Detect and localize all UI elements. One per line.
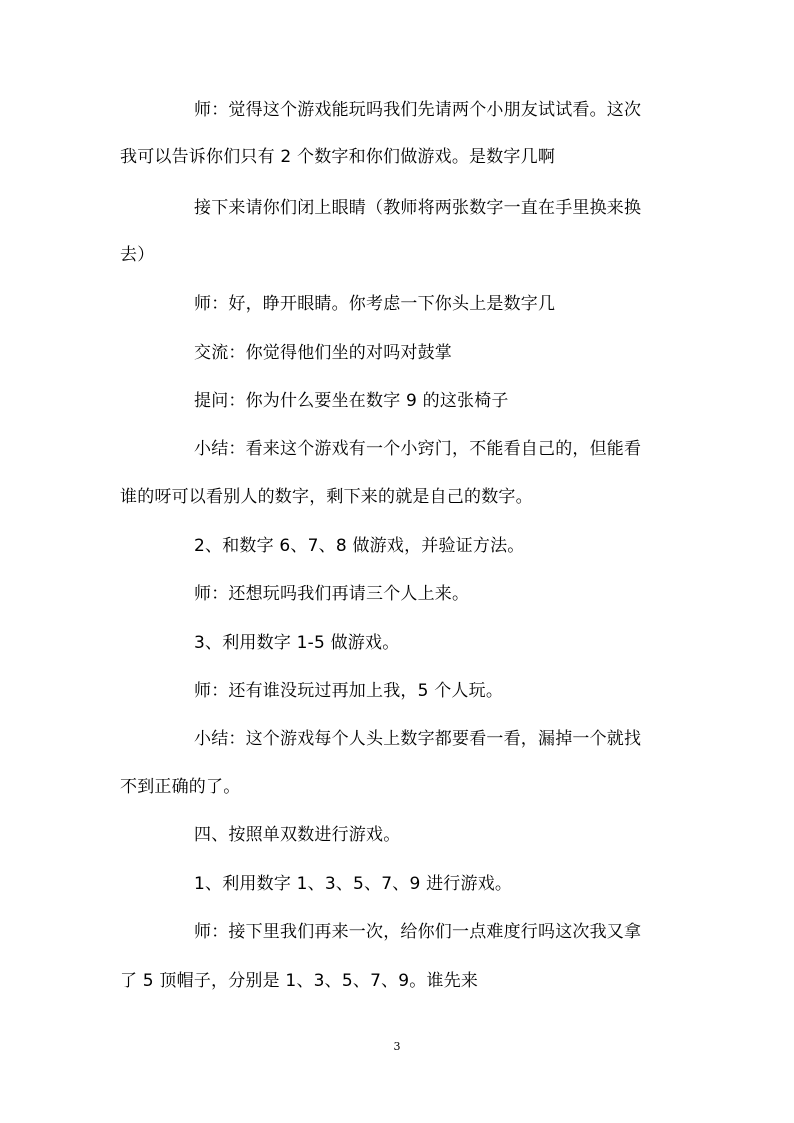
text-line-15: 不到正确的了。 [120,777,241,797]
text-line-13: 师：还有谁没玩过再加上我，5 个人玩。 [194,681,504,701]
text-line-16: 四、按照单双数进行游戏。 [194,825,401,845]
text-line-7: 提问：你为什么要坐在数字 9 的这张椅子 [194,391,509,411]
text-line-2: 我可以告诉你们只有 2 个数字和你们做游戏。是数字几啊 [120,147,556,167]
page-number: 3 [393,1040,401,1053]
text-line-18: 师：接下里我们再来一次，给你们一点难度行吗这次我又拿 [194,922,642,942]
text-line-14: 小结：这个游戏每个人头上数字都要看一看，漏掉一个就找 [194,729,642,749]
text-line-10: 2、和数字 6、7、8 做游戏，并验证方法。 [194,536,525,556]
text-line-12: 3、利用数字 1-5 做游戏。 [194,633,400,653]
text-line-11: 师：还想玩吗我们再请三个人上来。 [194,584,470,604]
text-line-6: 交流：你觉得他们坐的对吗对鼓掌 [194,343,452,363]
text-line-1: 师：觉得这个游戏能玩吗我们先请两个小朋友试试看。这次 [194,100,642,120]
text-line-8: 小结：看来这个游戏有一个小窍门，不能看自己的，但能看 [194,439,642,459]
text-line-9: 谁的呀可以看别人的数字，剩下来的就是自己的数字。 [120,487,533,507]
text-line-5: 师：好，睁开眼睛。你考虑一下你头上是数字几 [194,294,556,314]
text-line-17: 1、利用数字 1、3、5、7、9 进行游戏。 [194,874,513,894]
text-line-19: 了 5 顶帽子，分别是 1、3、5、7、9。谁先来 [120,971,479,991]
text-line-4: 去） [120,245,155,265]
text-line-3: 接下来请你们闭上眼睛（教师将两张数字一直在手里换来换 [194,198,642,218]
